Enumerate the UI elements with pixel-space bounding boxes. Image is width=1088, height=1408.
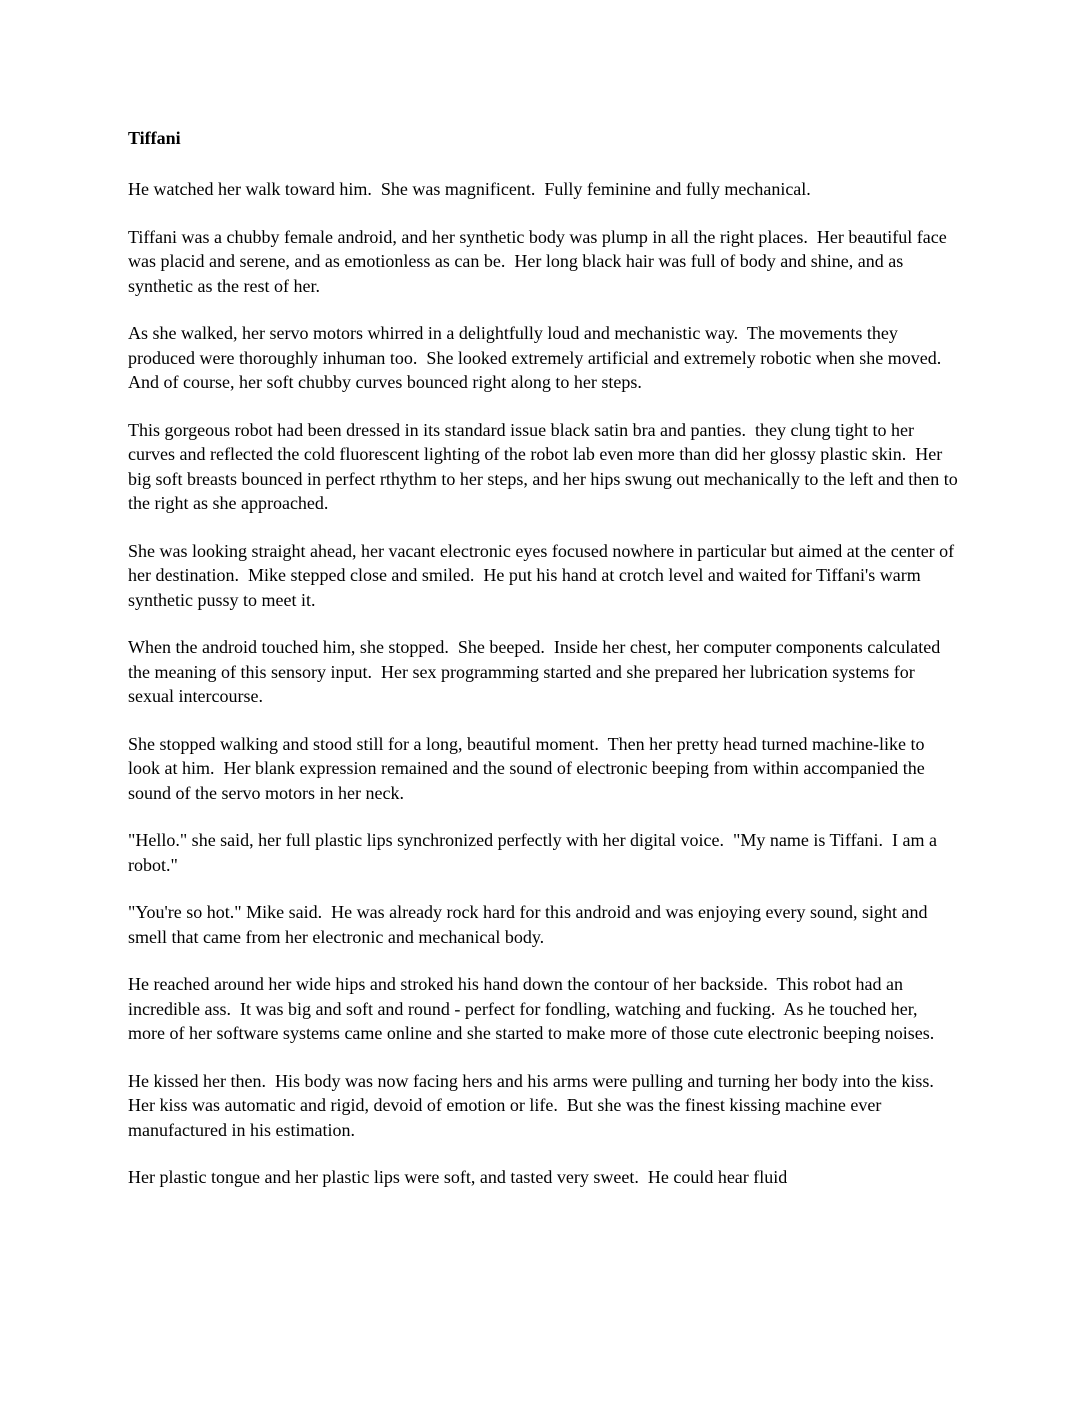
document-title: Tiffani (128, 128, 181, 148)
paragraph: "You're so hot." Mike said. He was already rock hard for this android and was enjoying every sound, sight and smell that came from her electronic and mechanical body. (128, 902, 932, 947)
paragraph: He reached around her wide hips and stroked his hand down the contour of her backside. This robot had an incredible ass. It was big and soft and round - perfect for fondling, watching and fucking. As he touched her, more of her software systems came online and she started to make more of those cute electronic beeping noises. (128, 974, 935, 1043)
paragraph: As she walked, her servo motors whirred in a delightfully loud and mechanistic way. The movements they produced were thoroughly inhuman too. She looked extremely artificial and extremely robotic when she moved. And of course, her soft chubby curves bounced right along to her steps. (128, 323, 950, 392)
paragraph: "Hello." she said, her full plastic lips synchronized perfectly with her digital voice. "My name is Tiffani. I am a robot." (128, 830, 942, 875)
paragraph: When the android touched him, she stopped. She beeped. Inside her chest, her computer components calculated the meaning of this sensory input. Her sex programming started and she prepared her lubrication systems for sexual intercourse. (128, 637, 945, 706)
paragraph: She stopped walking and stood still for a long, beautiful moment. Then her pretty head turned machine-like to look at him. Her blank expression remained and the sound of electronic beeping from within accompanied the sound of the servo motors in her neck. (128, 733, 930, 803)
paragraph: This gorgeous robot had been dressed in its standard issue black satin bra and panties. they clung tight to her curves and reflected the cold fluorescent lighting of the robot lab even more than did her glossy plastic skin. Her big soft breasts bounced in perfect rthythm to her steps, and her hips swung out mechanically to the left and then to the right as she approached. (128, 419, 963, 513)
paragraph: Her plastic tongue and her plastic lips were soft, and tasted very sweet. He could hear fluid (128, 1167, 788, 1187)
paragraph: He kissed her then. His body was now facing hers and his arms were pulling and turning her body into the kiss. Her kiss was automatic and rigid, devoid of emotion or life. But she was the finest kissing machine ever manufactured in his estimation. (128, 1070, 943, 1140)
document-page (128, 126, 963, 1213)
paragraph: Tiffani was a chubby female android, and her synthetic body was plump in all the right places. Her beautiful face was placid and serene, and as emotionless as can be. Her long black hair was full of body and shine, and as synthetic as the rest of her. (128, 226, 952, 296)
paragraph: He watched her walk toward him. She was magnificent. Fully feminine and fully mechanical. (128, 179, 811, 199)
paragraph: She was looking straight ahead, her vacant electronic eyes focused nowhere in particular but aimed at the center of her destination. Mike stepped close and smiled. He put his hand at crotch level and waited for Tiffani's warm synthetic pussy to meet it. (128, 540, 959, 610)
